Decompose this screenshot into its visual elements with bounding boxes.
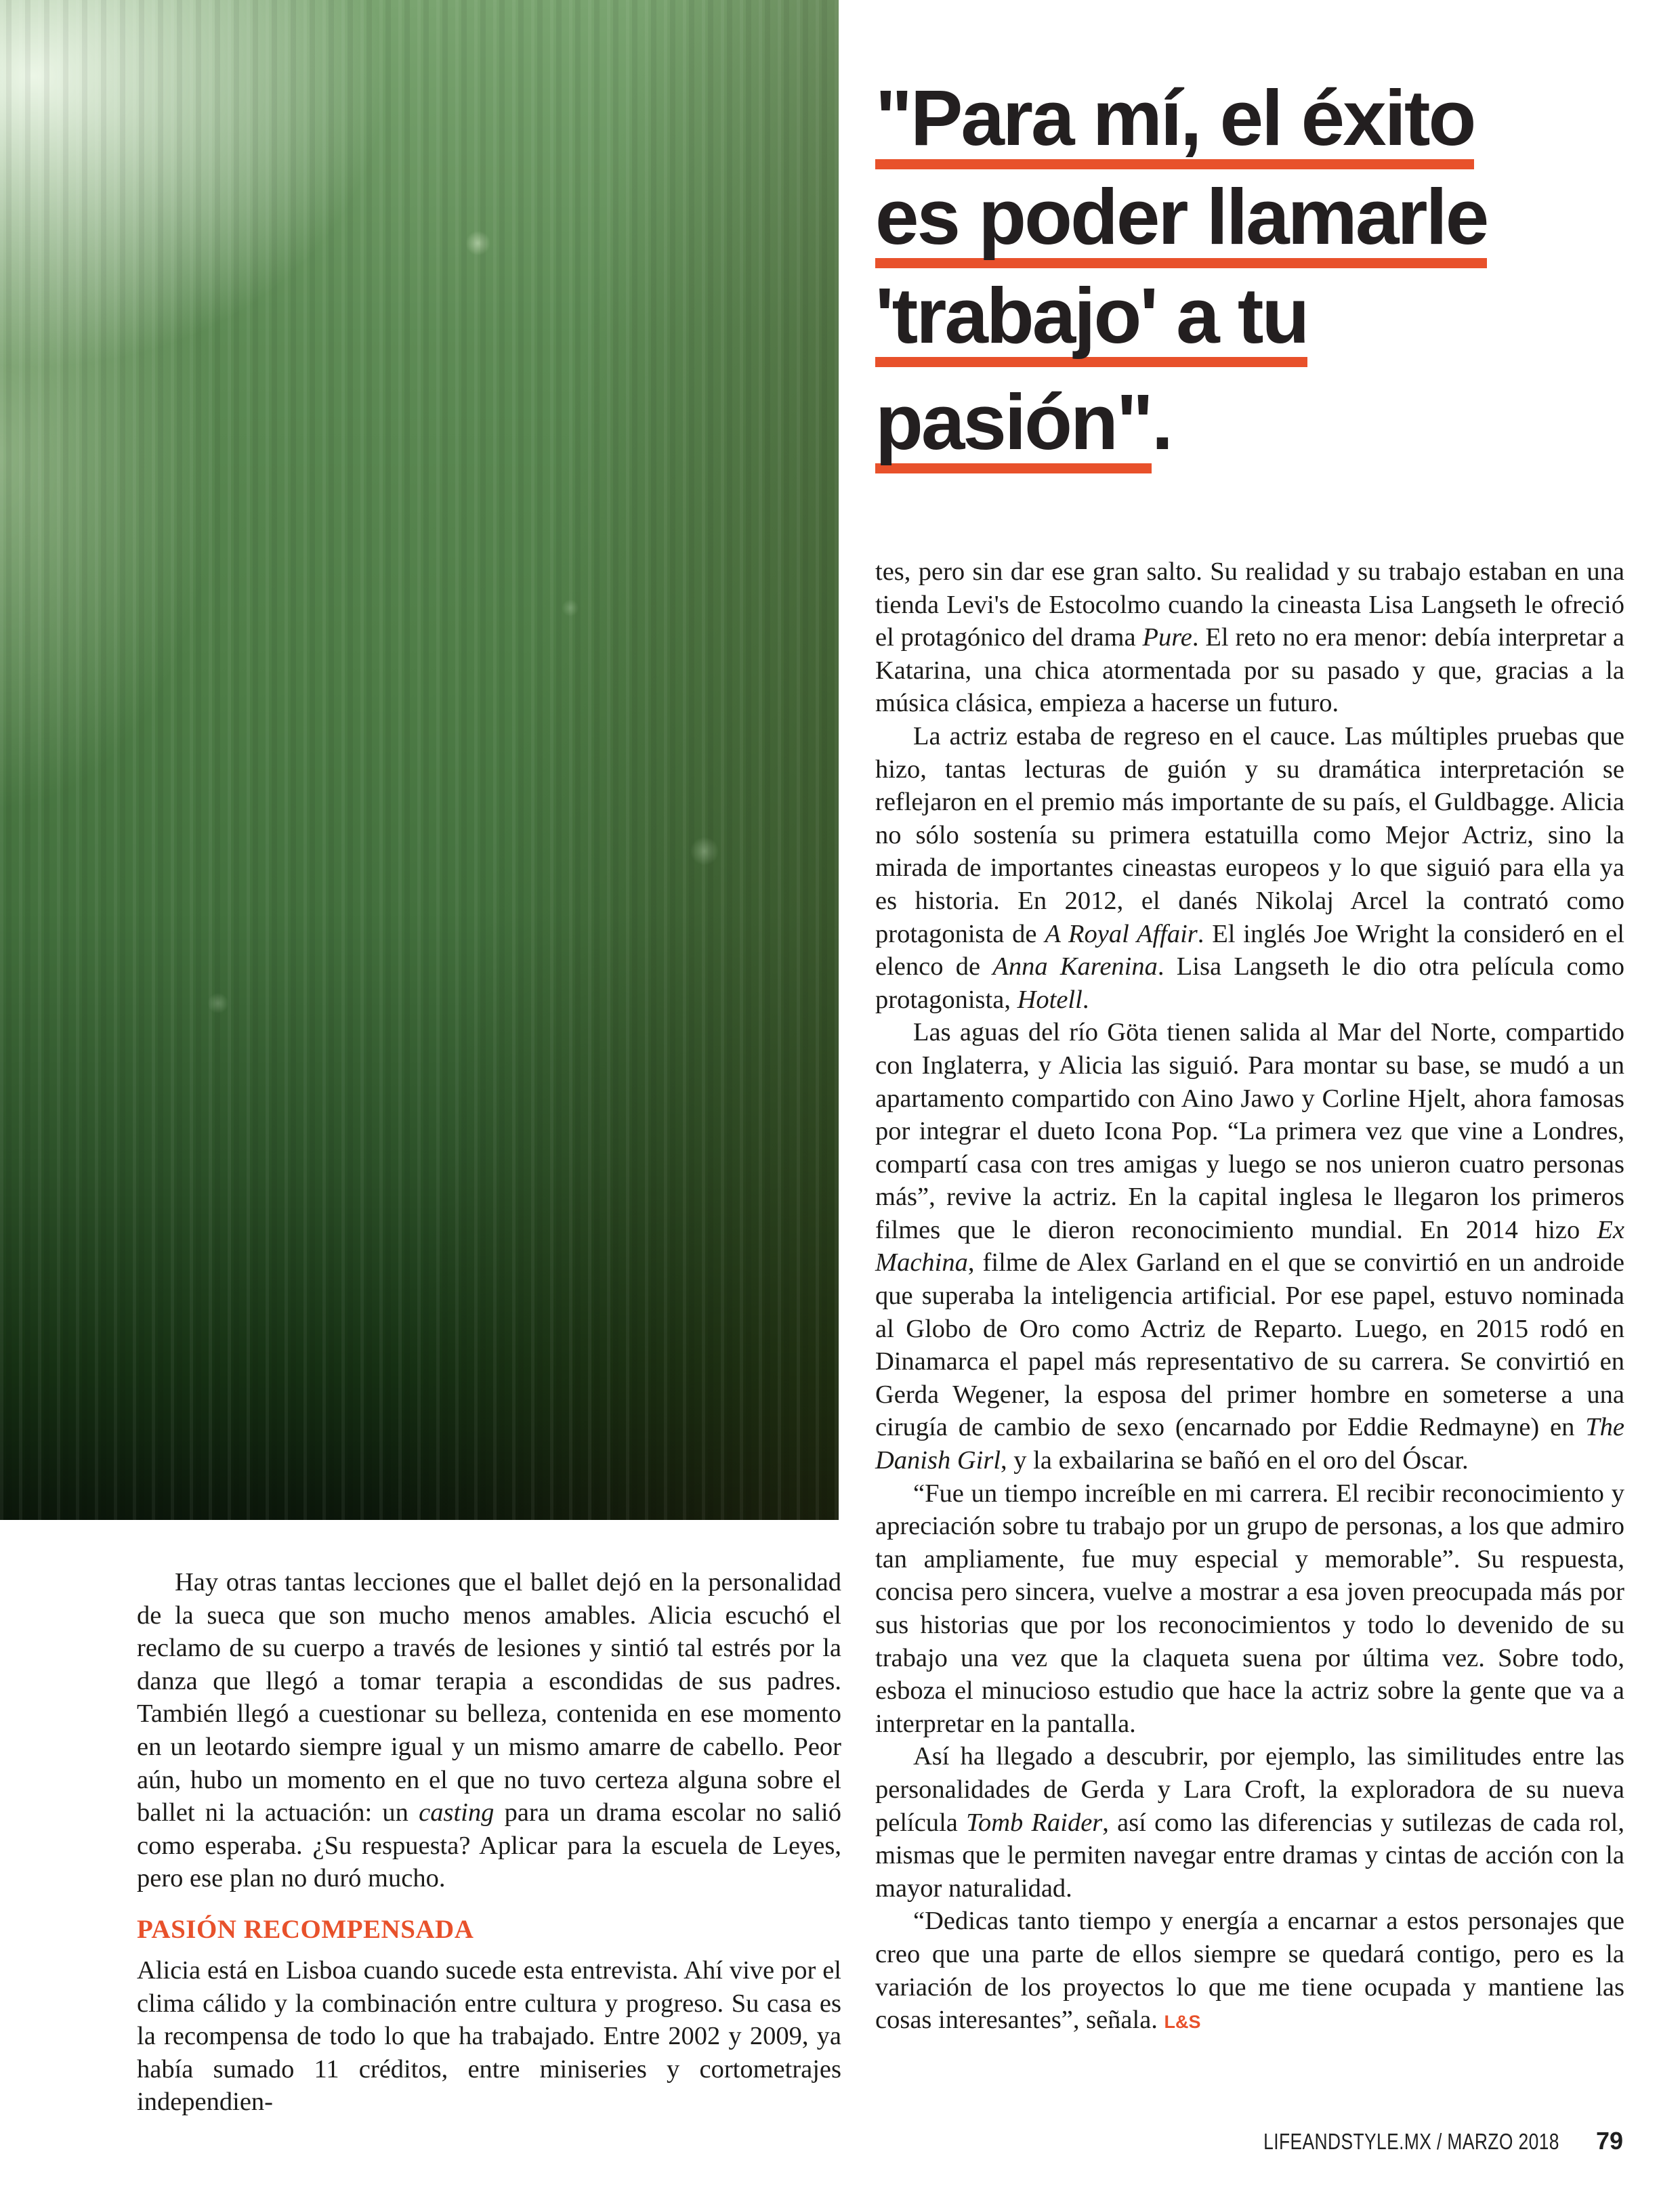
body-paragraph: La actriz estaba de regreso en el cauce. Las múltiples pruebas que hizo, tantas lecturas de guión y su dramática interpretación se reflejaron en el premio más importante de su país, el Guldbagge. Alicia no sólo sostenía su primera estatuilla como Mejor Actriz, sino la mirada de importantes cineastas europeos y lo que siguió para ella ya es historia. En 2012, el danés Nikolaj Arcel la contrató como protagonista de A Royal Affair. El inglés Joe Wright la consideró en el elenco de Anna Karenina. Lisa Langseth le dio otra película como protagonista, Hotell. <box>875 721 1624 1014</box>
section-heading: PASIÓN RECOMPENSADA <box>137 1914 474 1944</box>
quote-underlined-text: 'trabajo' a tu <box>875 278 1307 367</box>
end-of-article-tag: L&S <box>1164 2012 1201 2033</box>
quote-underlined-text: es poder llamarle <box>875 179 1487 268</box>
footer-page-number: 79 <box>1595 2127 1623 2155</box>
body-paragraph: tes, pero sin dar ese gran salto. Su realidad y su trabajo estaban en una tienda Levi's de Estocolmo cuando la cineasta Lisa Langseth le ofreció el protagónico del drama Pure. El reto no era menor: debía interpretar a Katarina, una chica atormentada por su pasado y que, gracias a la música clásica, empieza a hacerse un futuro. <box>875 557 1624 718</box>
quote-suffix: . <box>1151 378 1172 466</box>
quote-line <box>875 74 1627 179</box>
footer-site-issue: LIFEANDSTYLE.MX / MARZO 2018 <box>1263 2129 1559 2154</box>
body-paragraph: Alicia está en Lisboa cuando sucede esta entrevista. Ahí vive por el clima cálido y la combinación entre cultura y progreso. Su casa es la recompensa de todo lo que ha trabajado. Entre 2002 y 2009, ya había sumado 11 créditos, entre miniseries y cortometrajes independien- <box>137 1955 841 2117</box>
footer <box>1190 2127 1623 2155</box>
pull-quote <box>875 74 1627 475</box>
right-column <box>875 555 1624 2039</box>
body-paragraph: Así ha llegado a descubrir, por ejemplo, las similitudes entre las personalidades de Gerda y Lara Croft, la exploradora de su nueva película Tomb Raider, así como las diferencias y sutilezas de cada rol, mismas que le permiten navegar entre dramas y cintas de acción con la mayor naturalidad. <box>875 1742 1624 1903</box>
quote-line <box>875 272 1627 377</box>
quote-line <box>875 377 1627 475</box>
quote-underlined-text: pasión" <box>875 384 1152 473</box>
body-paragraph: Las aguas del río Göta tienen salida al Mar del Norte, compartido con Inglaterra, y Alicia las siguió. Para montar su base, se mudó a un apartamento compartido con Aino Jawo y Corline Hjelt, ahora famosas por integrar el dueto Icona Pop. “La primera vez que vine a Londres, compartí casa con tres amigas y luego se nos unieron cuatro personas más”, revive la actriz. En la capital inglesa le llegaron los primeros filmes que le dieron reconocimiento mundial. En 2014 hizo Ex Machina, filme de Alex Garland en el que se convirtió en un androide que superaba la inteligencia artificial. Por ese papel, estuvo nominada al Globo de Oro como Actriz de Reparto. Luego, en 2015 rodó en Dinamarca el papel más representativo de su carrera. Se convirtió en Gerda Wegener, la esposa del primer hombre en someterse a una cirugía de cambio de sexo (encarnado por Eddie Redmayne) en The Danish Girl, y la exbailarina se bañó en el oro del Óscar. <box>875 1018 1624 1475</box>
green-texture-photo <box>0 0 839 1520</box>
quote-line <box>875 173 1627 278</box>
body-paragraph: “Dedicas tanto tiempo y energía a encarnar a estos personajes que creo que una parte de ellos siempre se quedará contigo, pero es la variación de los proyectos lo que me tiene ocupada y mantiene las cosas interesantes”, señala. L&S <box>875 1907 1624 2035</box>
quote-underlined-text: "Para mí, el éxito <box>875 80 1474 169</box>
left-column <box>137 1566 841 2119</box>
body-paragraph: “Fue un tiempo increíble en mi carrera. El recibir reconocimiento y apreciación sobre tu trabajo por un grupo de personas, a los que admiro tan ampliamente, fue muy especial y memorable”. Su respuesta, concisa pero sincera, vuelve a mostrar a esa joven preocupada más por sus historias que por los reconocimientos y todo lo devenido de su trabajo una vez que la claqueta suena por última vez. Sobre todo, esboza el minucioso estudio que hace la actriz sobre la gente que va a interpretar en la pantalla. <box>875 1479 1624 1738</box>
body-paragraph: Hay otras tantas lecciones que el ballet dejó en la personalidad de la sueca que son mucho menos amables. Alicia escuchó el reclamo de su cuerpo a través de lesiones y sintió tal estrés por la danza que llegó a tomar terapia a escondidas de sus padres. También llegó a cuestionar su belleza, contenida en ese momento en un leotardo siempre igual y un mismo amarre de cabello. Peor aún, hubo un momento en el que no tuvo certeza alguna sobre el ballet ni la actuación: un casting para un drama escolar no salió como esperaba. ¿Su respuesta? Aplicar para la escuela de Leyes, pero ese plan no duró mucho. <box>137 1568 841 1893</box>
